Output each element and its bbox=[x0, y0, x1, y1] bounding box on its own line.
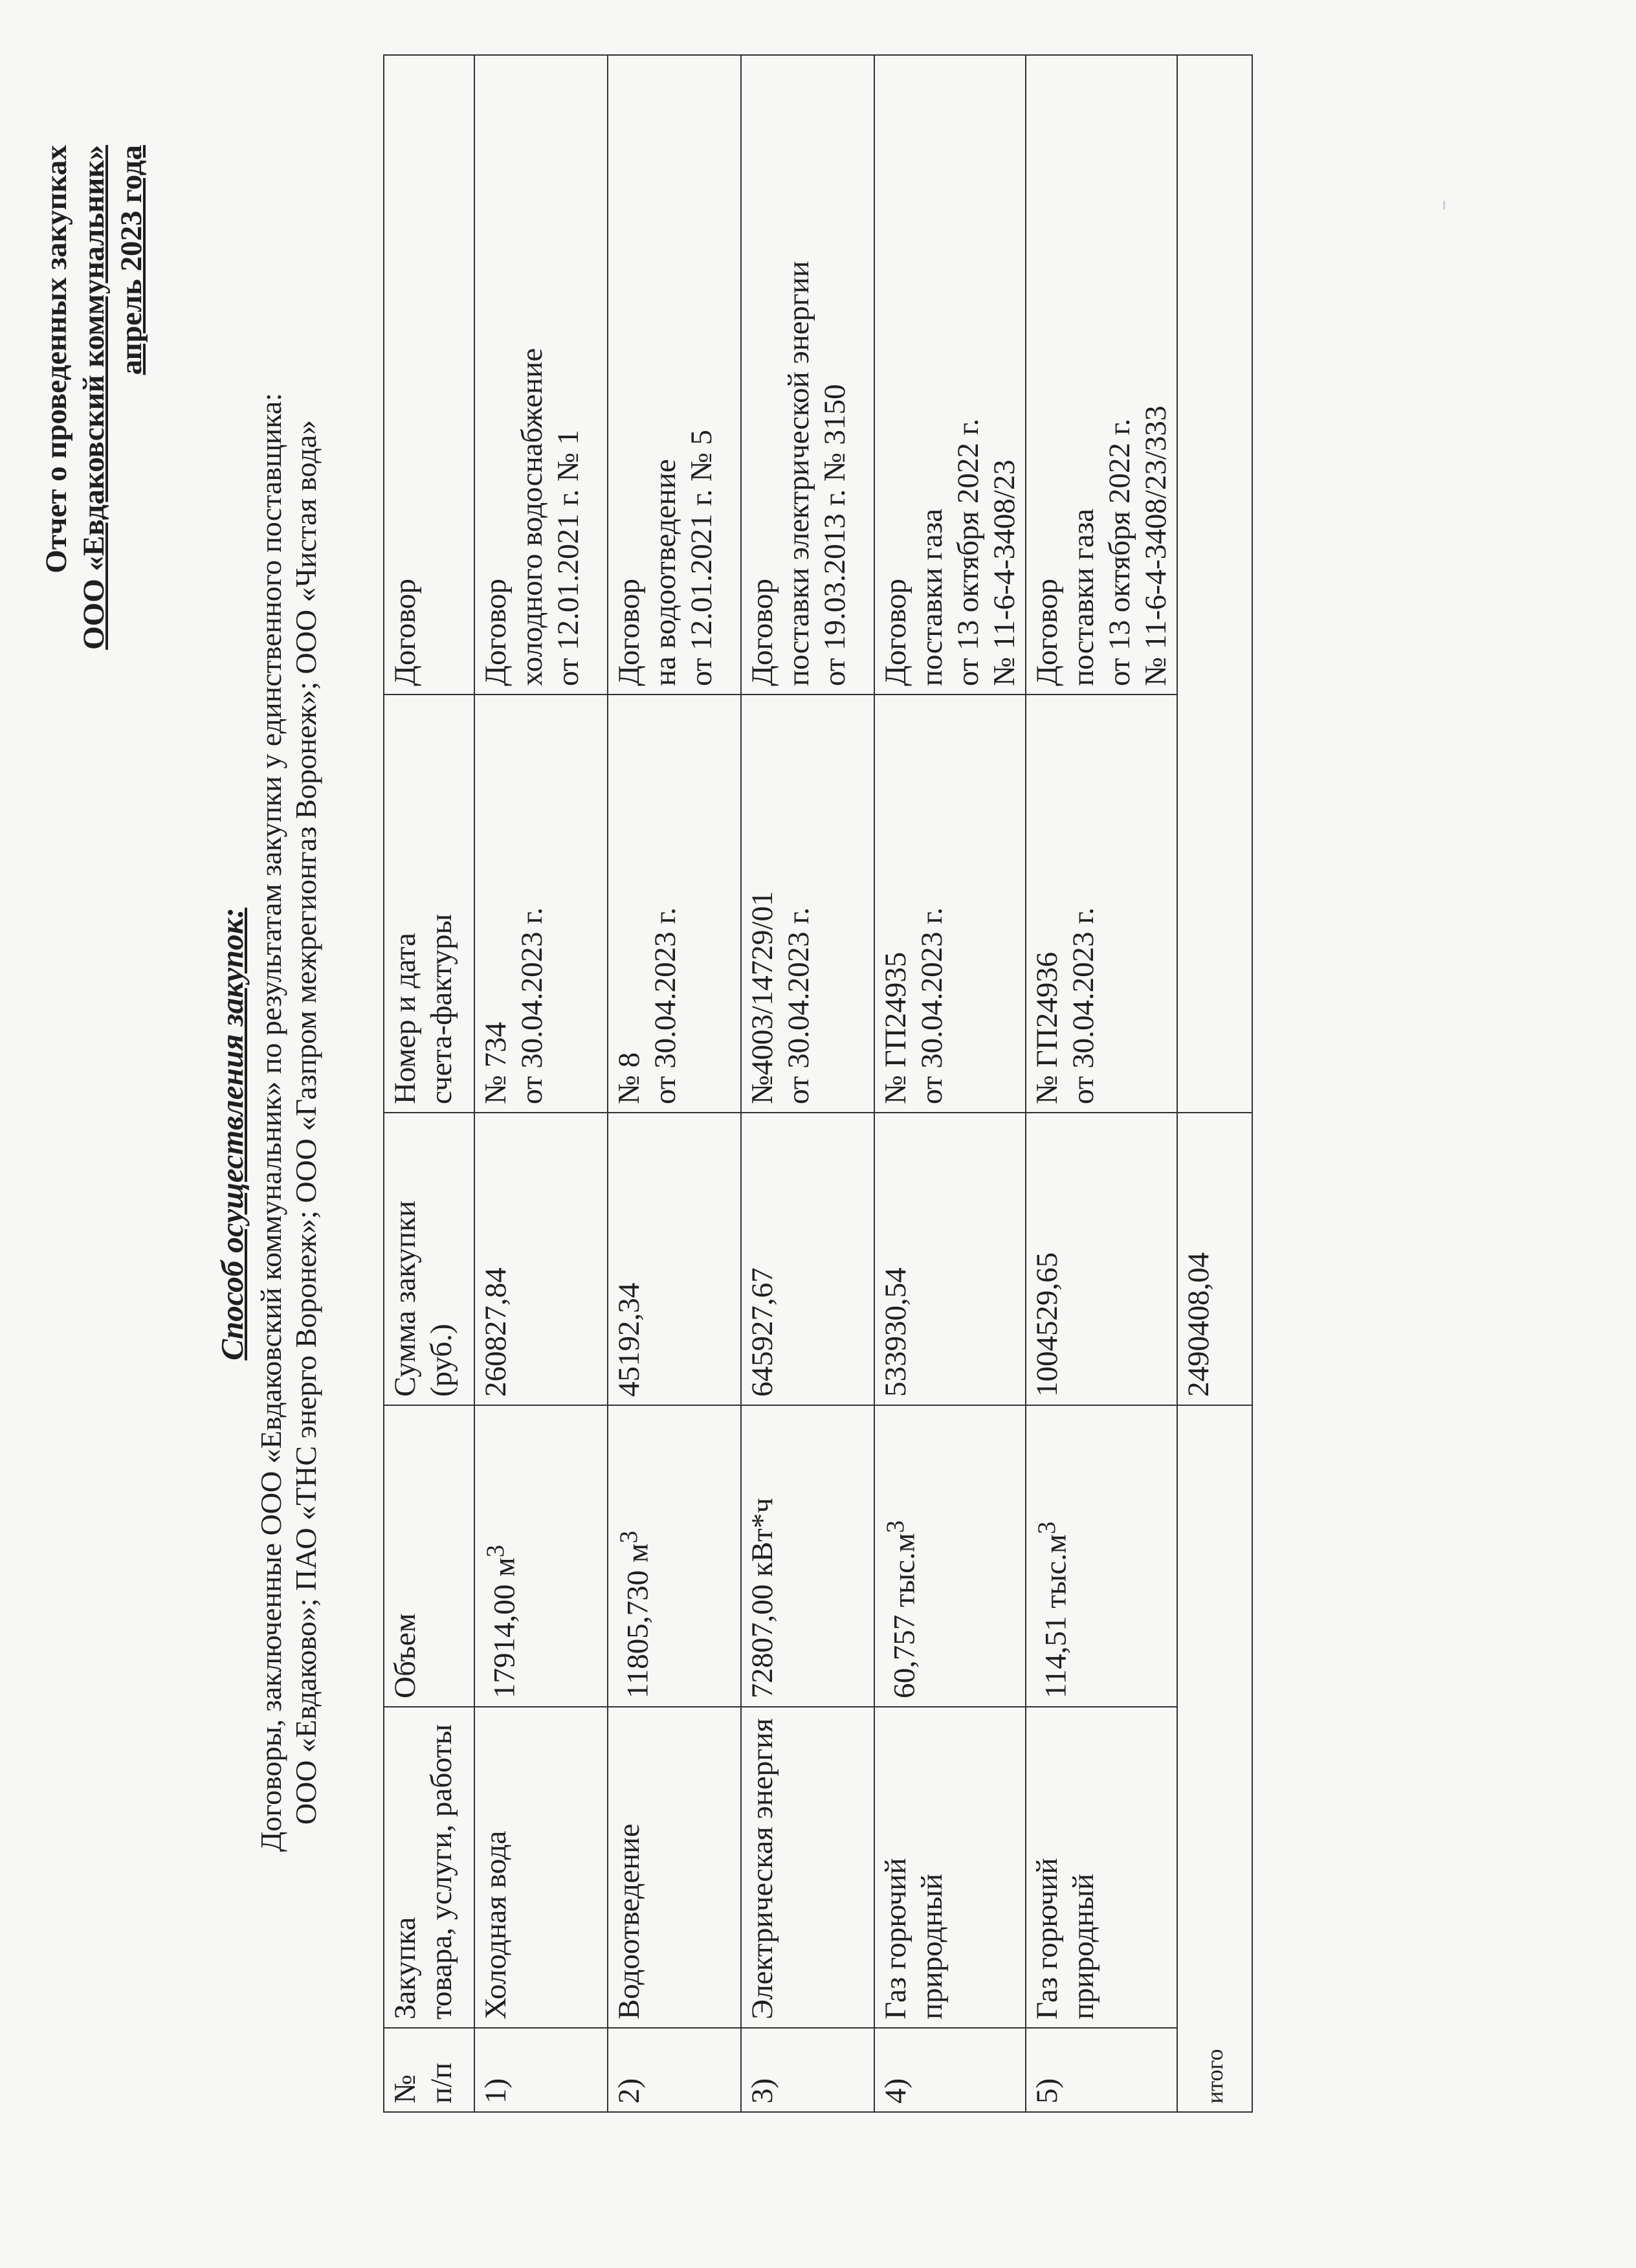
intro-line-2: ООО «Евдаково»; ПАО «ТНС энерго Воронеж»; ООО «Газпром межрегионгаз Воронеж»; ООО «Чистая вода» bbox=[289, 419, 322, 1825]
cell-line: от 13 октября 2022 г. bbox=[951, 418, 985, 686]
row-volume bbox=[874, 1405, 1026, 1707]
cell-line: №4003/14729/01 bbox=[746, 891, 779, 1104]
row-volume bbox=[608, 1405, 741, 1707]
volume-unit-exponent: 3 bbox=[481, 1544, 509, 1558]
cell-line: поставки газа bbox=[915, 508, 949, 686]
row-invoice bbox=[741, 695, 874, 1113]
row-contract bbox=[474, 55, 608, 695]
row-number: 1) bbox=[474, 2028, 608, 2112]
volume-unit-exponent: 3 bbox=[615, 1530, 643, 1544]
cell-line: Газ горючий bbox=[1030, 1858, 1064, 2019]
header-invoice bbox=[384, 695, 474, 1113]
row-number: 5) bbox=[1026, 2028, 1177, 2112]
intro-line-1: Договоры, заключенные ООО «Евдаковский коммунальник» по результатам закупки у единственного поставщика: bbox=[254, 392, 287, 1852]
header-item bbox=[384, 1707, 474, 2028]
organization-name: ООО «Евдаковский коммунальник» bbox=[77, 145, 111, 650]
table-row bbox=[1026, 55, 1177, 2112]
row-contract bbox=[608, 55, 741, 695]
row-sum: 1004529,65 bbox=[1026, 1113, 1177, 1405]
cell-line: Договор bbox=[612, 578, 646, 686]
volume-value: 114,51 тыс.м bbox=[1039, 1534, 1073, 1698]
table-header-row bbox=[384, 55, 474, 2112]
table-row bbox=[474, 55, 608, 2112]
row-number: 2) bbox=[608, 2028, 741, 2112]
procurement-method-heading: Способ осуществления закупок: bbox=[214, 907, 250, 1361]
cell-line: от 12.01.2021 г. № 1 bbox=[551, 430, 585, 686]
row-invoice bbox=[474, 695, 608, 1113]
total-empty bbox=[1177, 55, 1252, 1113]
row-contract bbox=[741, 55, 874, 695]
row-item bbox=[741, 1707, 874, 2028]
report-period: апрель 2023 года bbox=[115, 145, 148, 375]
volume-value: 17914,00 м bbox=[487, 1557, 522, 1698]
row-sum: 645927,67 bbox=[741, 1113, 874, 1405]
row-invoice bbox=[608, 695, 741, 1113]
cell-line: Газ горючий bbox=[879, 1858, 912, 2019]
intro-paragraph bbox=[254, 158, 324, 2087]
row-number: 4) bbox=[874, 2028, 1026, 2112]
cell-line: природный bbox=[1067, 1873, 1100, 2019]
report-title bbox=[38, 145, 150, 1116]
row-sum: 533930,54 bbox=[874, 1113, 1026, 1405]
volume-unit-exponent: 3 bbox=[1033, 1521, 1061, 1535]
total-row bbox=[1177, 55, 1252, 2112]
row-sum: 260827,84 bbox=[474, 1113, 608, 1405]
row-volume bbox=[474, 1405, 608, 1707]
cell-line: от 30.04.2023 г. bbox=[515, 907, 549, 1104]
procurement-table bbox=[383, 54, 1253, 2113]
cell-line: от 30.04.2023 г. bbox=[648, 907, 682, 1104]
row-number: 3) bbox=[741, 2028, 874, 2112]
cell-line: природный bbox=[915, 1873, 949, 2019]
scan-mark bbox=[1443, 201, 1445, 210]
cell-line: на водоотведение bbox=[648, 459, 682, 686]
row-volume bbox=[741, 1405, 874, 1707]
total-label: итого bbox=[1177, 1405, 1252, 2112]
cell-line: от 13 октября 2022 г. bbox=[1103, 418, 1136, 686]
cell-line: № ГП24935 bbox=[879, 951, 912, 1104]
row-item bbox=[874, 1707, 1026, 2028]
cell-line: № ГП24936 bbox=[1030, 951, 1064, 1104]
cell-line: от 12.01.2021 г. № 5 bbox=[685, 430, 718, 686]
cell-line: от 30.04.2023 г. bbox=[915, 907, 949, 1104]
cell-line: № 11-6-4-3408/23 bbox=[988, 460, 1021, 686]
header-sum-line-1: Сумма закупки bbox=[388, 1200, 422, 1397]
cell-line: Договор bbox=[879, 578, 912, 686]
header-invoice-line-2: счета-фактуры bbox=[425, 913, 458, 1104]
row-contract bbox=[874, 55, 1026, 695]
row-invoice bbox=[1026, 695, 1177, 1113]
header-number bbox=[384, 2028, 474, 2112]
cell-line: Договор bbox=[746, 578, 779, 686]
cell-line: № 8 bbox=[612, 1052, 646, 1104]
header-sum-line-2: (руб.) bbox=[425, 1324, 458, 1397]
header-number-line-2: п/п bbox=[425, 2062, 458, 2104]
row-contract bbox=[1026, 55, 1177, 695]
cell-line: № 11-6-4-3408/23/333 bbox=[1139, 405, 1173, 686]
table-row bbox=[741, 55, 874, 2112]
row-item bbox=[1026, 1707, 1177, 2028]
volume-value: 72807,00 кВт*ч bbox=[746, 1498, 779, 1698]
row-sum: 45192,34 bbox=[608, 1113, 741, 1405]
volume-value: 11805,730 м bbox=[621, 1543, 655, 1698]
volume-unit-exponent: 3 bbox=[881, 1520, 909, 1533]
header-invoice-line-1: Номер и дата bbox=[388, 933, 422, 1104]
volume-value: 60,757 тыс.м bbox=[887, 1533, 922, 1698]
cell-line: Водоотведение bbox=[612, 1823, 646, 2019]
cell-line: Электрическая энергия bbox=[746, 1718, 779, 2019]
header-contract: Договор bbox=[384, 55, 474, 695]
cell-line: Договор bbox=[1030, 578, 1064, 686]
row-item bbox=[474, 1707, 608, 2028]
cell-line: поставки газа bbox=[1067, 508, 1100, 686]
cell-line: поставки электрической энергии bbox=[782, 261, 815, 686]
header-volume: Объем bbox=[384, 1405, 474, 1707]
header-number-line-1: № bbox=[388, 2074, 422, 2104]
row-invoice bbox=[874, 695, 1026, 1113]
cell-line: № 734 bbox=[479, 1021, 513, 1104]
cell-line: Холодная вода bbox=[479, 1830, 513, 2019]
total-sum: 2490408,04 bbox=[1177, 1113, 1252, 1405]
row-volume bbox=[1026, 1405, 1177, 1707]
cell-line: Договор bbox=[479, 578, 513, 686]
title-line-1: Отчет о проведенных закупках bbox=[39, 145, 73, 573]
header-item-line-2: товара, услуги, работы bbox=[425, 1724, 458, 2019]
row-item bbox=[608, 1707, 741, 2028]
cell-line: холодного водоснабжение bbox=[515, 348, 549, 686]
table-body bbox=[474, 55, 1252, 2112]
cell-line: от 19.03.2013 г. № 3150 bbox=[818, 384, 852, 686]
header-sum bbox=[384, 1113, 474, 1405]
table-row bbox=[874, 55, 1026, 2112]
header-item-line-1: Закупка bbox=[388, 1917, 422, 2019]
cell-line: от 30.04.2023 г. bbox=[1067, 907, 1100, 1104]
table-row bbox=[608, 55, 741, 2112]
cell-line: от 30.04.2023 г. bbox=[782, 907, 815, 1104]
